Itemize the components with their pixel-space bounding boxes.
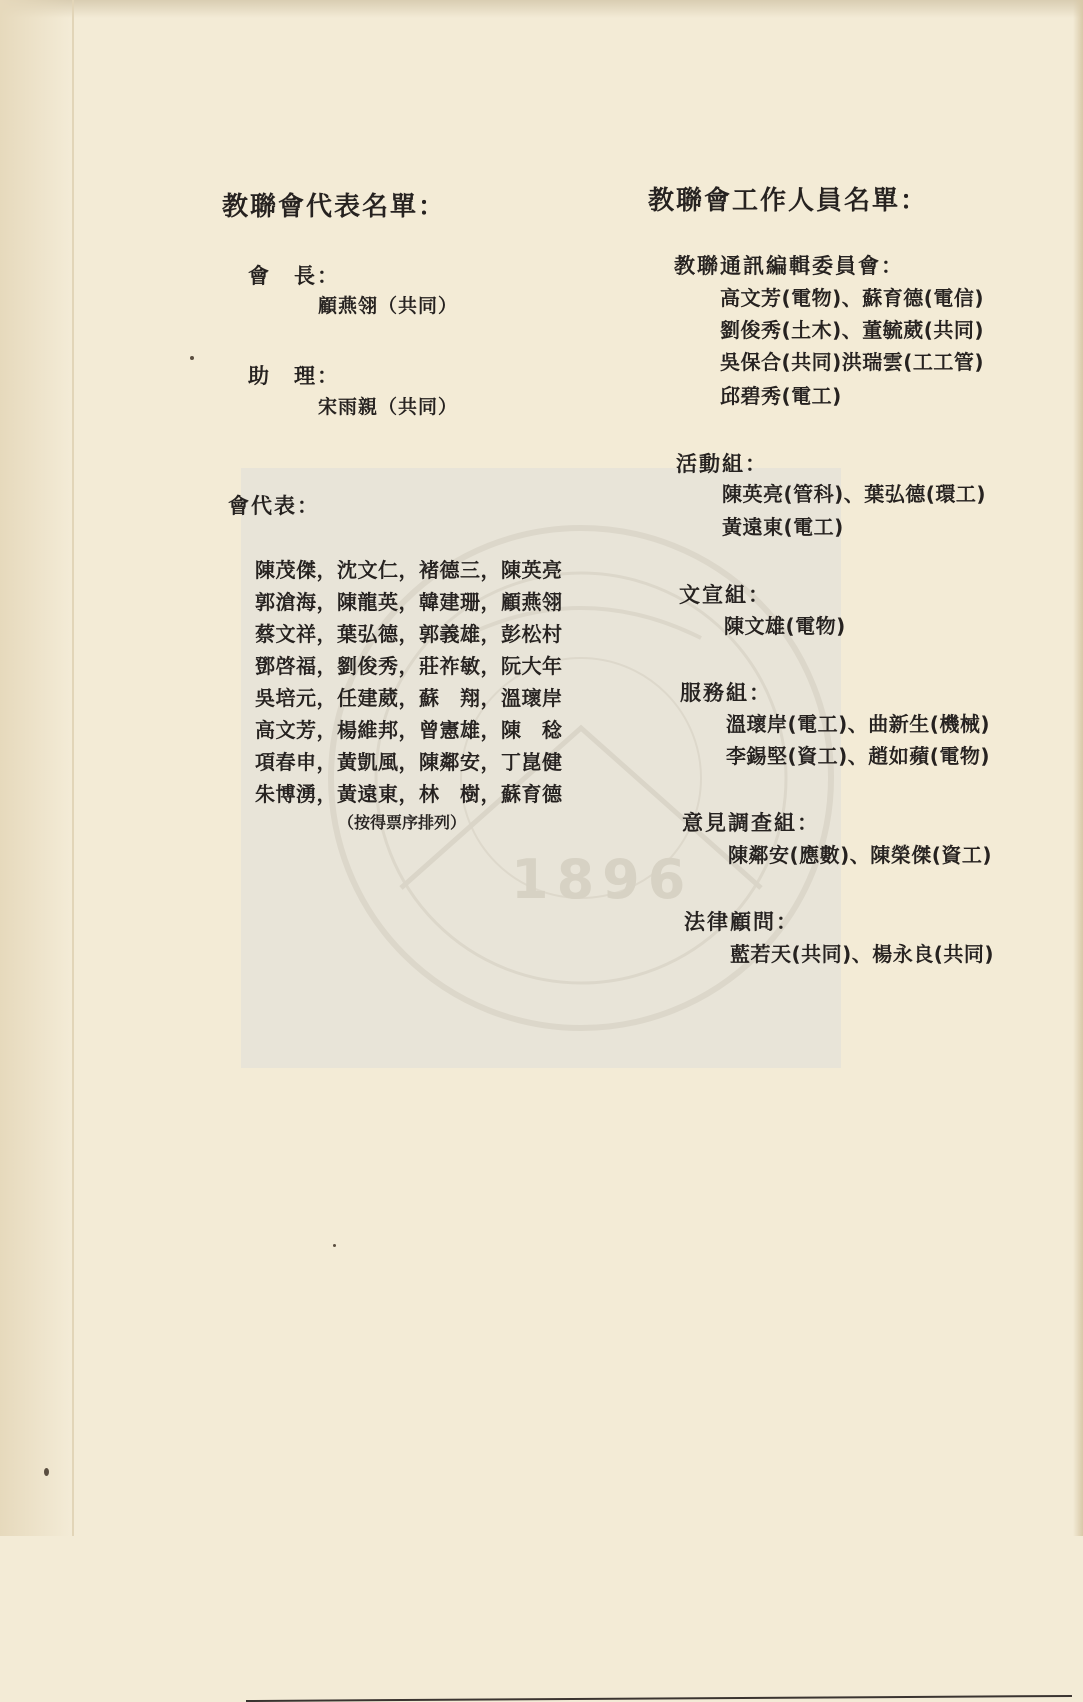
staff-line: 陳鄰安(應數)、陳榮傑(資工): [728, 843, 993, 867]
ordering-note: （按得票序排列）: [338, 813, 467, 832]
representatives-title: 教聯會代表名單：: [222, 192, 447, 222]
footer-rule: [246, 1695, 1072, 1702]
representatives-label: 會代表：: [228, 494, 320, 518]
rep-line: 吳培元，任建葳，蘇 翔，溫瓌岸: [255, 686, 563, 710]
staff-line: 李錫堅(資工)、趙如蘋(電物): [726, 744, 991, 768]
page-top-edge: [0, 0, 1083, 18]
staff-line: 高文芳(電物)、蘇育德(電信): [720, 286, 985, 310]
staff-title: 教聯會工作人員名單：: [648, 186, 929, 216]
binding-fold: [72, 0, 74, 1536]
activities-group-label: 活動組：: [676, 452, 768, 476]
president-name: 顧燕翎（共同）: [318, 295, 459, 317]
staff-line: 陳文雄(電物): [724, 614, 846, 638]
rep-line: 陳茂傑，沈文仁，褚德三，陳英亮: [255, 558, 563, 582]
paper-speck: [190, 356, 194, 360]
staff-line: 溫瓌岸(電工)、曲新生(機械): [726, 712, 991, 736]
page-left-edge: [0, 0, 70, 1536]
staff-line: 黃遠東(電工): [722, 515, 844, 539]
staff-line: 邱碧秀(電工): [720, 384, 842, 408]
staff-line: 藍若天(共同)、楊永良(共同): [730, 942, 995, 966]
survey-group-label: 意見調查組：: [682, 811, 820, 835]
publicity-group-label: 文宣組：: [679, 583, 771, 607]
assistant-label: 助 理：: [248, 364, 340, 388]
seal-year: 1896: [511, 848, 694, 911]
president-label: 會 長：: [248, 264, 340, 288]
staff-line: 劉俊秀(土木)、董毓葳(共同): [720, 318, 985, 342]
staff-line: 吳保合(共同)洪瑞雲(工工管): [720, 350, 985, 374]
rep-line: 鄧啓福，劉俊秀，莊祚敏，阮大年: [255, 654, 563, 678]
legal-advisor-label: 法律顧問：: [684, 910, 799, 934]
rep-line: 朱博湧，黃遠東，林 樹，蘇育德: [255, 782, 563, 806]
rep-line: 高文芳，楊維邦，曾憲雄，陳 稔: [255, 718, 563, 742]
staff-line: 陳英亮(管科)、葉弘德(環工): [722, 482, 987, 506]
editorial-committee-label: 教聯通訊編輯委員會：: [674, 254, 904, 278]
service-group-label: 服務組：: [680, 681, 772, 705]
page-right-edge: [1073, 0, 1083, 1536]
rep-line: 蔡文祥，葉弘德，郭義雄，彭松村: [255, 622, 563, 646]
assistant-name: 宋雨親（共同）: [318, 396, 459, 418]
rep-line: 項春申，黃凱風，陳鄰安，丁崑健: [255, 750, 563, 774]
rep-line: 郭滄海，陳龍英，韓建珊，顧燕翎: [255, 590, 563, 614]
paper-speck: [333, 1244, 336, 1247]
paper-speck: [44, 1468, 49, 1476]
